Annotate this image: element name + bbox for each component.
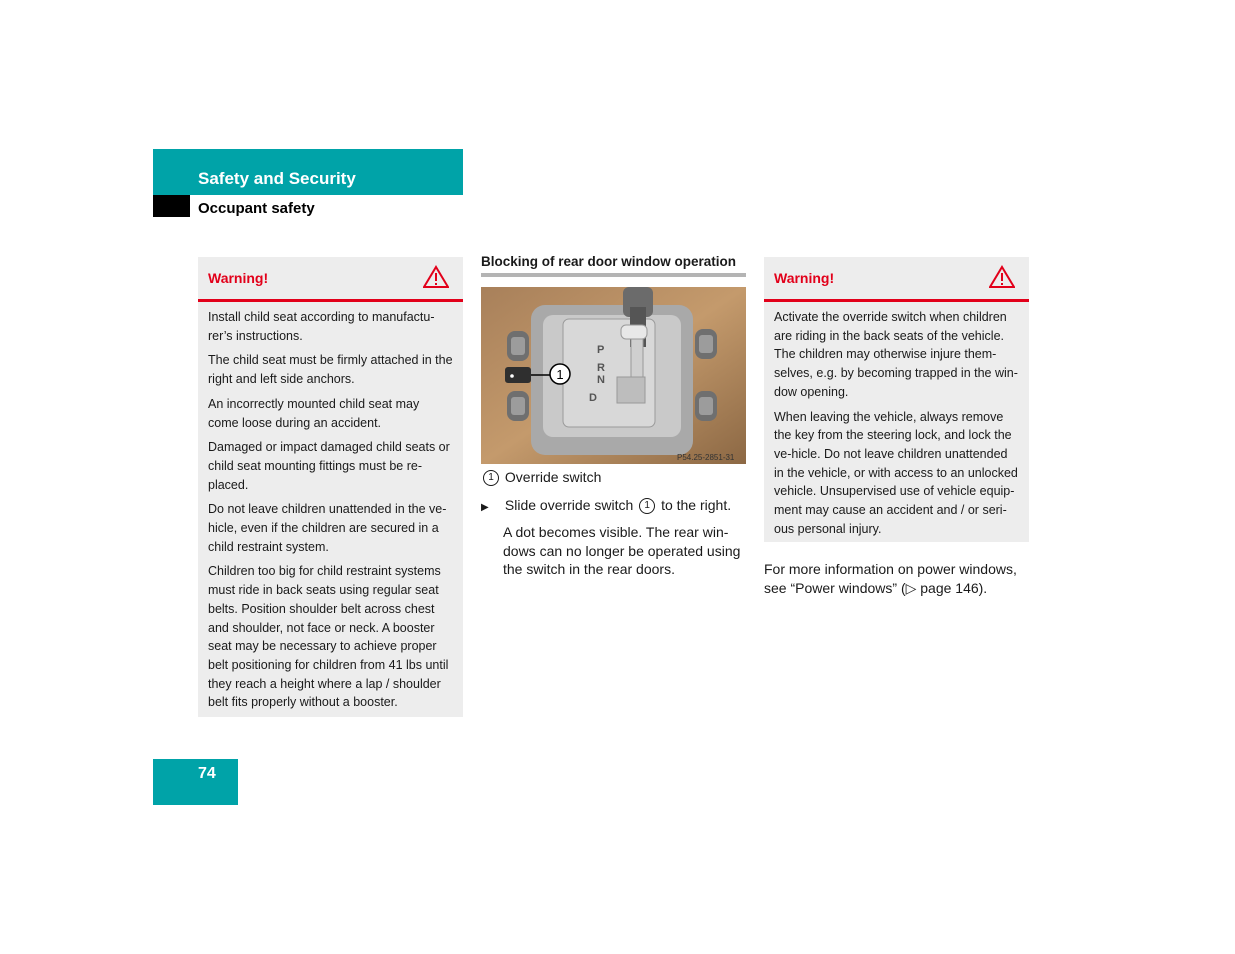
warning-paragraph: Install child seat according to manufactu-rer’s instructions.: [208, 310, 435, 343]
warning-box-override: [764, 257, 1029, 542]
center-console-illustration: [481, 287, 746, 464]
power-windows-reference: For more information on power windows, see “Power windows” (▷ page 146).: [764, 561, 1017, 596]
warning-label: Warning!: [774, 270, 835, 286]
warning-body: [764, 302, 1029, 550]
subsection-title: Occupant safety: [198, 200, 315, 217]
subsection-marker: [153, 195, 190, 217]
warning-header: [198, 257, 463, 302]
override-switch-figure: [481, 287, 746, 464]
warning-header: [764, 257, 1029, 302]
gear-letter-n: N: [597, 374, 605, 386]
instruction-text-before: Slide override switch: [504, 497, 634, 513]
warning-box-child-seat: [198, 257, 463, 717]
warning-paragraph: Children too big for child restraint systems must ride in back seats using regular seat belts. Position shoulder belt across chest and shoulder, not face or neck. A booster seat may be necessary to achieve proper belt positioning for children from 41 lbs until they reach a height where a lap / shoulder belt fits properly without a booster.: [208, 564, 449, 710]
figure-caption: [481, 469, 601, 486]
instruction-step: [481, 496, 746, 518]
warning-triangle-icon: [423, 265, 449, 289]
warning-paragraph: Do not leave children unattended in the ve-hicle, even if the children are secured in a child restraint system.: [208, 502, 447, 554]
instruction-number: 1: [639, 498, 655, 514]
warning-paragraph: Activate the override switch when children are riding in the back seats of the vehicle. The children may otherwise injure them-selves, e.g. by becoming trapped in the win-dow opening.: [774, 310, 1018, 399]
callout-number: 1: [556, 367, 564, 382]
section-header: [153, 149, 463, 195]
override-switch: [505, 367, 531, 383]
gear-letter-r: R: [597, 362, 605, 374]
gear-letter-p: P: [597, 344, 605, 356]
page-number-box: [153, 759, 238, 805]
warning-paragraph: When leaving the vehicle, always remove the key from the steering lock, and lock the ve-hicle. Do not leave children unattended in the vehicle, or with access to an unlocked vehicle. Unsupervised use of vehicle equip-ment may cause an accident and / or seri-ous personal injury.: [774, 409, 1018, 536]
section-heading: Blocking of rear door window operation: [481, 254, 746, 277]
gear-letter-d: D: [589, 392, 597, 404]
caption-text: Override switch: [504, 469, 602, 485]
caption-number: 1: [483, 470, 499, 486]
bullet-arrow-icon: ▶: [481, 502, 489, 513]
warning-triangle-icon: [989, 265, 1015, 289]
instruction-result: A dot becomes visible. The rear win-dows can no longer be operated using the switch in the rear doors.: [503, 524, 741, 577]
figure-code: P54.25-2851-31: [677, 453, 735, 462]
warning-paragraph: The child seat must be firmly attached in the right and left side anchors.: [208, 353, 453, 387]
instruction-text-after: to the right.: [661, 497, 732, 513]
warning-label: Warning!: [208, 270, 269, 286]
warning-paragraph: Damaged or impact damaged child seats or child seat mounting fittings must be re-placed.: [208, 440, 450, 492]
warning-paragraph: An incorrectly mounted child seat may come loose during an accident.: [208, 396, 420, 430]
warning-body: [198, 302, 463, 724]
page-number: 74: [198, 765, 216, 782]
section-title: Safety and Security: [198, 169, 356, 188]
